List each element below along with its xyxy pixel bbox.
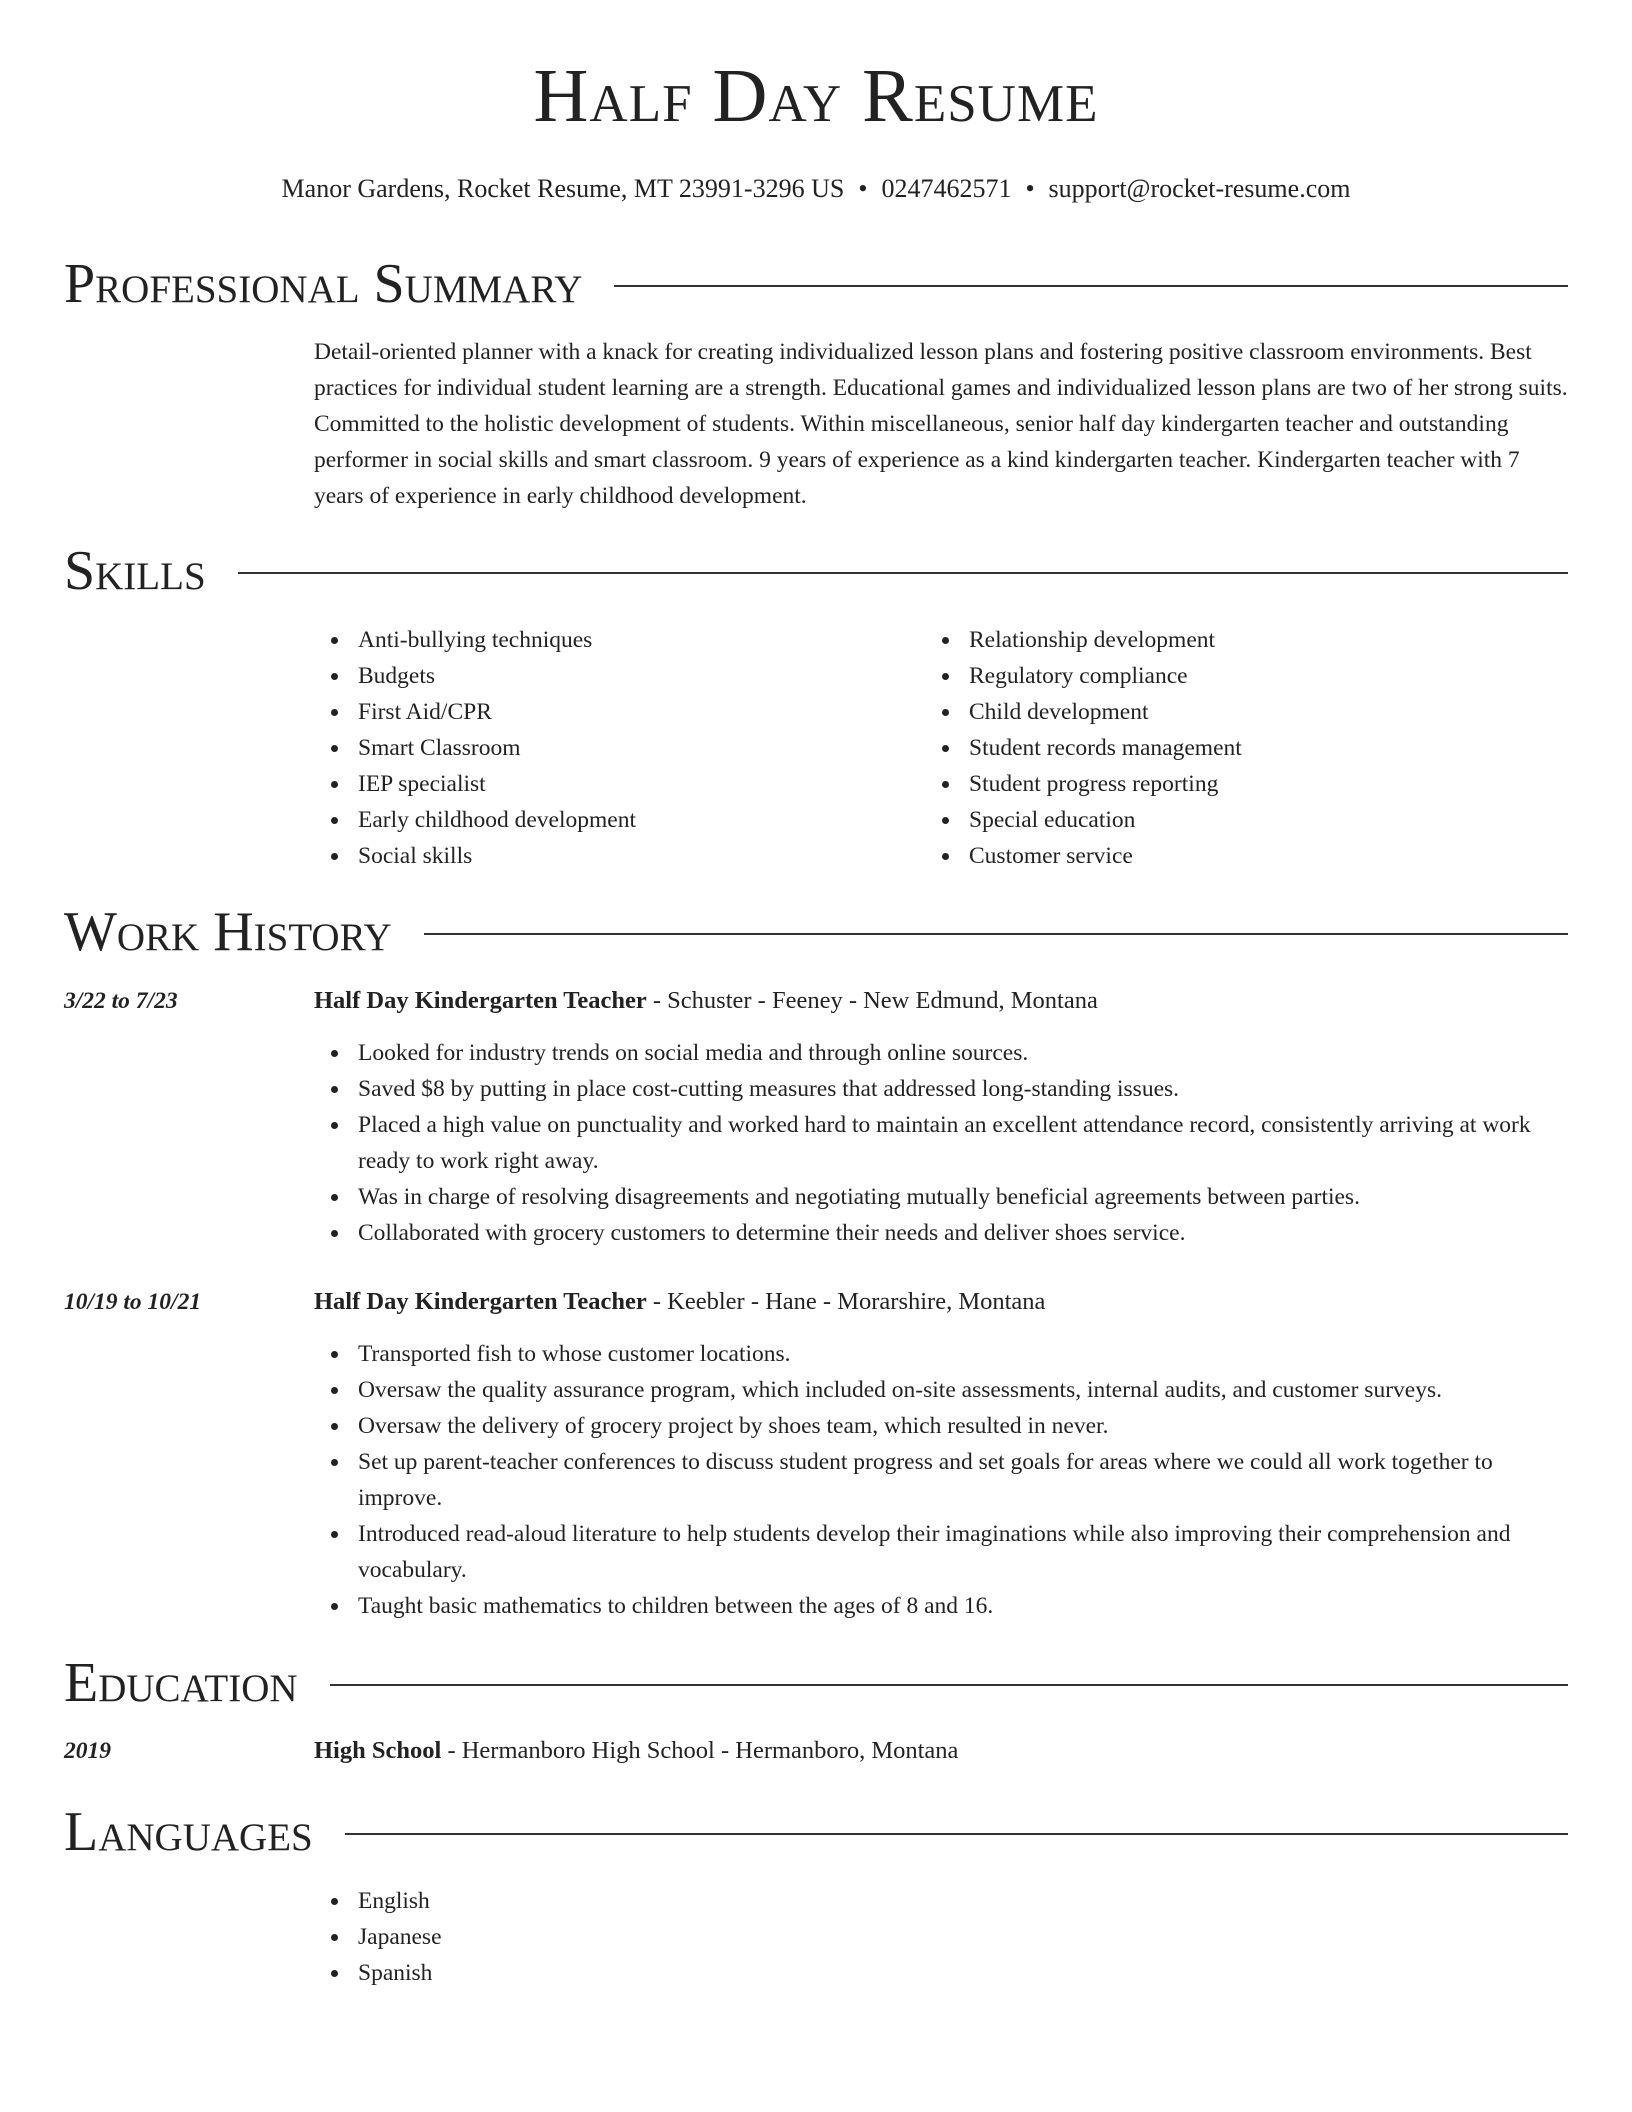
- work-title: Work History: [64, 901, 392, 963]
- contact-separator: •: [1025, 174, 1035, 203]
- languages-list: [314, 1883, 1568, 1991]
- job-duty-item: Oversaw the delivery of grocery project by shoes team, which resulted in never.: [314, 1408, 1568, 1444]
- job-duty-item: Looked for industry trends on social media and through online sources.: [314, 1035, 1568, 1071]
- job-role: Half Day Kindergarten Teacher: [314, 987, 647, 1014]
- section-divider: [330, 1684, 1568, 1686]
- skills-section-header: [64, 541, 1568, 601]
- job-duties-list: [314, 1336, 1568, 1624]
- language-item: Spanish: [314, 1955, 1568, 1991]
- job-dates: 3/22 to 7/23: [64, 988, 178, 1014]
- skill-item: Anti-bullying techniques: [314, 622, 914, 658]
- skill-item: Social skills: [314, 838, 914, 874]
- skills-column-right: [925, 622, 1525, 874]
- section-divider: [345, 1833, 1568, 1835]
- job-duty-item: Set up parent-teacher conferences to discuss student progress and set goals for areas where we could all work together to improve.: [314, 1444, 1568, 1516]
- job-duty-item: Was in charge of resolving disagreements and negotiating mutually beneficial agreements between parties.: [314, 1179, 1568, 1215]
- skill-item: Budgets: [314, 658, 914, 694]
- job-details: - Schuster - Feeney - New Edmund, Montana: [646, 987, 1098, 1014]
- job-duties-list: [314, 1035, 1568, 1251]
- job-duties: [314, 1336, 1568, 1624]
- job-duty-item: Placed a high value on punctuality and worked hard to maintain an excellent attendance record, consistently arriving at work ready to work right away.: [314, 1107, 1568, 1179]
- job-title-line: [314, 1284, 1568, 1320]
- language-item: Japanese: [314, 1919, 1568, 1955]
- skill-item: Child development: [925, 694, 1525, 730]
- work-section-header: [64, 902, 1568, 962]
- summary-text: Detail-oriented planner with a knack for creating individualized lesson plans and fostering positive classroom environments. Best practices for individual student learning are a strength. Educational games and individualized lesson plans are two of her strong suits. Committed to the holistic development of students. Within miscellaneous, senior half day kindergarten teacher and outstanding performer in social skills and smart classroom. 9 years of experience as a kind kindergarten teacher. Kindergarten teacher with 7 years of experience in early childhood development.: [314, 339, 1568, 509]
- skills-list-right: [925, 622, 1525, 874]
- job-title-line: [314, 983, 1568, 1019]
- education-title: Education: [64, 1652, 298, 1714]
- contact-phone: 0247462571: [881, 174, 1012, 203]
- job-duty-item: Oversaw the quality assurance program, which included on-site assessments, internal audits, and customer surveys.: [314, 1372, 1568, 1408]
- education-line: [314, 1733, 1568, 1769]
- job-duty-item: Introduced read-aloud literature to help students develop their imaginations while also improving their comprehension and vocabulary.: [314, 1516, 1568, 1588]
- education-section-header: [64, 1653, 1568, 1713]
- job-duty-item: Saved $8 by putting in place cost-cutting measures that addressed long-standing issues.: [314, 1071, 1568, 1107]
- skill-item: IEP specialist: [314, 766, 914, 802]
- contact-address: Manor Gardens, Rocket Resume, MT 23991-3296 US: [281, 174, 845, 203]
- language-item: English: [314, 1883, 1568, 1919]
- skill-item: Student progress reporting: [925, 766, 1525, 802]
- contact-line: [64, 176, 1568, 202]
- job-duty-item: Collaborated with grocery customers to determine their needs and deliver shoes service.: [314, 1215, 1568, 1251]
- job-details: - Keebler - Hane - Morarshire, Montana: [646, 1288, 1046, 1315]
- education-details: - Hermanboro High School - Hermanboro, Montana: [441, 1737, 959, 1764]
- skill-item: Student records management: [925, 730, 1525, 766]
- skill-item: Customer service: [925, 838, 1525, 874]
- languages-title: Languages: [64, 1801, 313, 1863]
- section-divider: [238, 572, 1568, 574]
- languages-block: [314, 1883, 1568, 1991]
- skills-title: Skills: [64, 540, 206, 602]
- contact-separator: •: [858, 174, 868, 203]
- job-duty-item: Transported fish to whose customer locations.: [314, 1336, 1568, 1372]
- education-year: 2019: [64, 1738, 111, 1764]
- section-divider: [614, 285, 1568, 287]
- job-role: Half Day Kindergarten Teacher: [314, 1288, 647, 1315]
- skills-column-left: [314, 622, 914, 874]
- job-duty-item: Taught basic mathematics to children between the ages of 8 and 16.: [314, 1588, 1568, 1624]
- section-divider: [424, 933, 1568, 935]
- skill-item: Early childhood development: [314, 802, 914, 838]
- skill-item: Relationship development: [925, 622, 1525, 658]
- languages-section-header: [64, 1802, 1568, 1862]
- contact-email: support@rocket-resume.com: [1048, 174, 1351, 203]
- job-duties: [314, 1035, 1568, 1251]
- resume-name: Half Day Resume: [533, 54, 1099, 138]
- skill-item: Smart Classroom: [314, 730, 914, 766]
- summary-title: Professional Summary: [64, 253, 583, 315]
- job-dates: 10/19 to 10/21: [64, 1289, 202, 1315]
- summary-section-header: [64, 254, 1568, 314]
- skill-item: Regulatory compliance: [925, 658, 1525, 694]
- skill-item: Special education: [925, 802, 1525, 838]
- skills-list-left: [314, 622, 914, 874]
- skill-item: First Aid/CPR: [314, 694, 914, 730]
- education-degree: High School: [314, 1737, 442, 1764]
